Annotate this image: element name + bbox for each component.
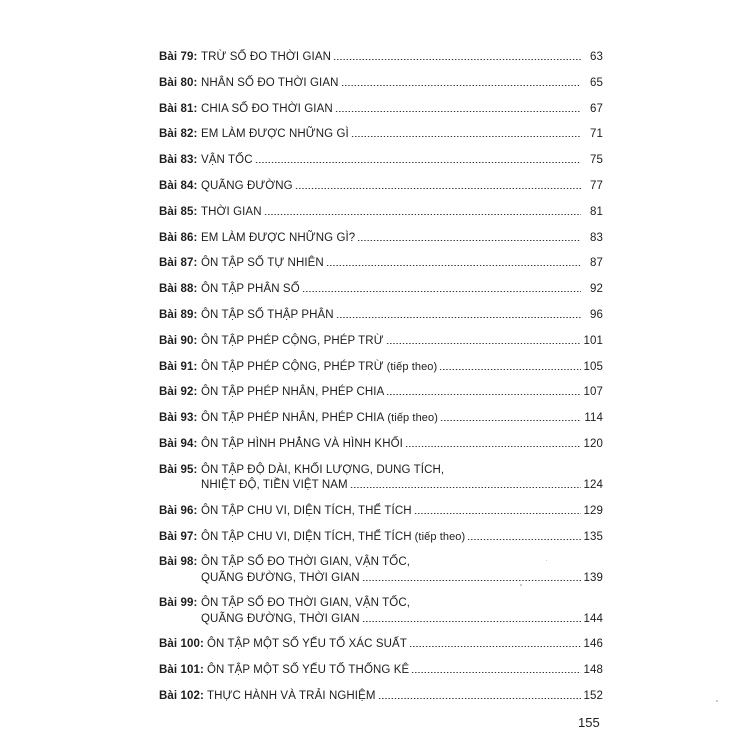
toc-entry [159, 384, 603, 398]
lesson-label: Bài 93: [159, 412, 198, 425]
toc-entry [159, 281, 603, 295]
lesson-page-number: 114 [584, 412, 603, 425]
lesson-title: CHIA SỐ ĐO THỜI GIAN [201, 102, 333, 115]
dot-leader [302, 291, 581, 292]
toc-entry [159, 359, 603, 373]
lesson-label: Bài 88: [159, 283, 198, 296]
lesson-title: ÔN TẬP HÌNH PHẲNG VÀ HÌNH KHỐI [201, 438, 403, 450]
page-number: 155 [578, 715, 600, 730]
lesson-page-number: 124 [583, 478, 603, 491]
lesson-label: Bài 102: [159, 690, 204, 702]
lesson-title: ÔN TẬP ĐỘ DÀI, KHỐI LƯỢNG, DUNG TÍCH, [201, 463, 445, 476]
lesson-page-number: 107 [583, 386, 603, 399]
toc-entry [159, 554, 603, 583]
dot-leader [378, 698, 581, 699]
toc-entry [159, 75, 603, 89]
lesson-title: THỜI GIAN [201, 205, 262, 218]
lesson-page-number: 87 [590, 257, 603, 270]
dot-leader [335, 111, 581, 112]
lesson-page-number: 105 [583, 360, 603, 373]
lesson-label: Bài 90: [159, 334, 198, 347]
dot-leader [386, 343, 581, 344]
dot-leader [326, 265, 581, 266]
lesson-page-number: 148 [583, 664, 603, 677]
toc-entry [159, 410, 603, 424]
lesson-label: Bài 95: [159, 463, 198, 476]
toc-entry [159, 462, 603, 491]
lesson-page-number: 77 [590, 180, 603, 192]
lesson-title: ÔN TẬP SỐ TỰ NHIÊN [201, 257, 324, 270]
lesson-title: ÔN TẬP SỐ THẬP PHÂN [201, 309, 334, 321]
lesson-title: ÔN TẬP PHÂN SỐ [201, 283, 300, 296]
lesson-title: ÔN TẬP PHÉP NHÂN, PHÉP CHIA [201, 412, 385, 425]
toc-entry [159, 636, 603, 650]
dot-leader [409, 646, 581, 647]
lesson-title: ÔN TẬP PHÉP NHÂN, PHÉP CHIA [201, 386, 385, 399]
lesson-title: NHÂN SỐ ĐO THỜI GIAN [201, 76, 339, 89]
toc-entry [159, 152, 603, 166]
lesson-page-number: 92 [590, 283, 603, 296]
lesson-label: Bài 99: [159, 597, 198, 610]
lesson-title: ÔN TẬP SỐ ĐO THỜI GIAN, VẬN TỐC, [201, 597, 411, 610]
lesson-page-number: 129 [583, 504, 603, 517]
lesson-label: Bài 83: [159, 154, 198, 167]
lesson-title: QUÃNG ĐƯỜNG, THỜI GIAN [201, 612, 360, 625]
lesson-page-number: 65 [590, 76, 603, 89]
lesson-label: Bài 85: [159, 205, 198, 218]
dot-leader [362, 580, 581, 581]
toc-entry [159, 178, 603, 192]
dot-leader [341, 85, 581, 86]
dot-leader [264, 214, 581, 215]
dot-leader [295, 188, 581, 189]
lesson-page-number: 67 [590, 102, 603, 115]
toc-entry [159, 436, 603, 450]
dot-leader [440, 420, 581, 421]
lesson-label: Bài 97: [159, 530, 198, 543]
lesson-label: Bài 100: [159, 638, 204, 651]
lesson-title: ÔN TẬP MỘT SỐ YẾU TỐ THỐNG KÊ [207, 664, 410, 677]
lesson-page-number: 83 [590, 231, 603, 244]
lesson-label: Bài 81: [159, 102, 198, 115]
lesson-title: ÔN TẬP PHÉP CỘNG, PHÉP TRỪ [201, 360, 384, 373]
lesson-label: Bài 94: [159, 438, 198, 450]
dot-leader [351, 136, 581, 137]
lesson-label: Bài 84: [159, 180, 198, 192]
paper-speck [716, 700, 718, 702]
dot-leader [362, 621, 581, 622]
lesson-title: ÔN TẬP SỐ ĐO THỜI GIAN, VẬN TỐC, [201, 556, 411, 569]
lesson-label: Bài 98: [159, 556, 198, 569]
toc-entry [159, 688, 603, 702]
lesson-note: (tiếp theo) [387, 412, 438, 425]
lesson-label: Bài 96: [159, 504, 198, 517]
dot-leader [336, 317, 581, 318]
lesson-note: (tiếp theo) [386, 360, 438, 373]
lesson-title: VẬN TỐC [201, 154, 253, 167]
dot-leader [255, 162, 581, 163]
lesson-title: ÔN TẬP PHÉP CỘNG, PHÉP TRỪ [201, 334, 384, 347]
dot-leader [467, 539, 581, 540]
lesson-page-number: 146 [583, 638, 603, 651]
lesson-label: Bài 79: [159, 51, 198, 63]
lesson-label: Bài 89: [159, 309, 198, 321]
toc-entry [159, 255, 603, 269]
lesson-label: Bài 92: [159, 386, 198, 399]
lesson-page-number: 81 [590, 205, 603, 218]
dot-leader [357, 240, 581, 241]
lesson-title: QUÃNG ĐƯỜNG [201, 180, 293, 192]
lesson-page-number: 96 [590, 309, 603, 321]
lesson-title: EM LÀM ĐƯỢC NHỮNG GÌ [201, 128, 349, 141]
toc-entry [159, 49, 603, 63]
paper-speck [520, 584, 522, 586]
toc-entry [159, 307, 603, 321]
paper-speck [546, 560, 547, 561]
dot-leader [405, 446, 581, 447]
toc-entry [159, 230, 603, 244]
lesson-page-number: 75 [590, 154, 603, 167]
toc-entry [159, 662, 603, 676]
lesson-label: Bài 80: [159, 76, 198, 89]
dot-leader [386, 394, 581, 395]
dot-leader [333, 59, 581, 60]
lesson-page-number: 144 [583, 612, 603, 625]
toc-entry [159, 595, 603, 624]
lesson-label: Bài 101: [159, 664, 204, 677]
dot-leader [411, 672, 581, 673]
lesson-page-number: 120 [583, 438, 603, 450]
lesson-page-number: 135 [583, 530, 603, 543]
toc-entry [159, 529, 603, 543]
dot-leader [439, 369, 581, 370]
toc-entry [159, 126, 603, 140]
lesson-page-number: 71 [590, 128, 603, 141]
lesson-title: ÔN TẬP CHU VI, DIỆN TÍCH, THỂ TÍCH [201, 530, 412, 543]
dot-leader [414, 513, 581, 514]
toc-entry [159, 503, 603, 517]
lesson-title: THỰC HÀNH VÀ TRẢI NGHIỆM [207, 690, 376, 702]
lesson-page-number: 139 [583, 571, 603, 584]
toc-entry [159, 204, 603, 218]
lesson-title: ÔN TẬP MỘT SỐ YẾU TỐ XÁC SUẤT [207, 638, 407, 651]
lesson-page-number: 63 [590, 51, 603, 63]
lesson-note: (tiếp theo) [414, 530, 466, 543]
lesson-label: Bài 91: [159, 360, 198, 373]
lesson-title: QUÃNG ĐƯỜNG, THỜI GIAN [201, 571, 360, 584]
toc-entry [159, 101, 603, 115]
lesson-title: EM LÀM ĐƯỢC NHỮNG GÌ? [201, 231, 356, 244]
lesson-title: NHIỆT ĐỘ, TIỀN VIỆT NAM [201, 478, 348, 491]
dot-leader [350, 487, 581, 488]
lesson-label: Bài 86: [159, 231, 198, 244]
lesson-label: Bài 87: [159, 257, 198, 270]
lesson-title: ÔN TẬP CHU VI, DIỆN TÍCH, THỂ TÍCH [201, 504, 412, 517]
lesson-title: TRỪ SỐ ĐO THỜI GIAN [201, 51, 331, 63]
toc-entry [159, 333, 603, 347]
lesson-label: Bài 82: [159, 128, 198, 141]
lesson-page-number: 152 [583, 690, 603, 702]
lesson-page-number: 101 [583, 334, 603, 347]
